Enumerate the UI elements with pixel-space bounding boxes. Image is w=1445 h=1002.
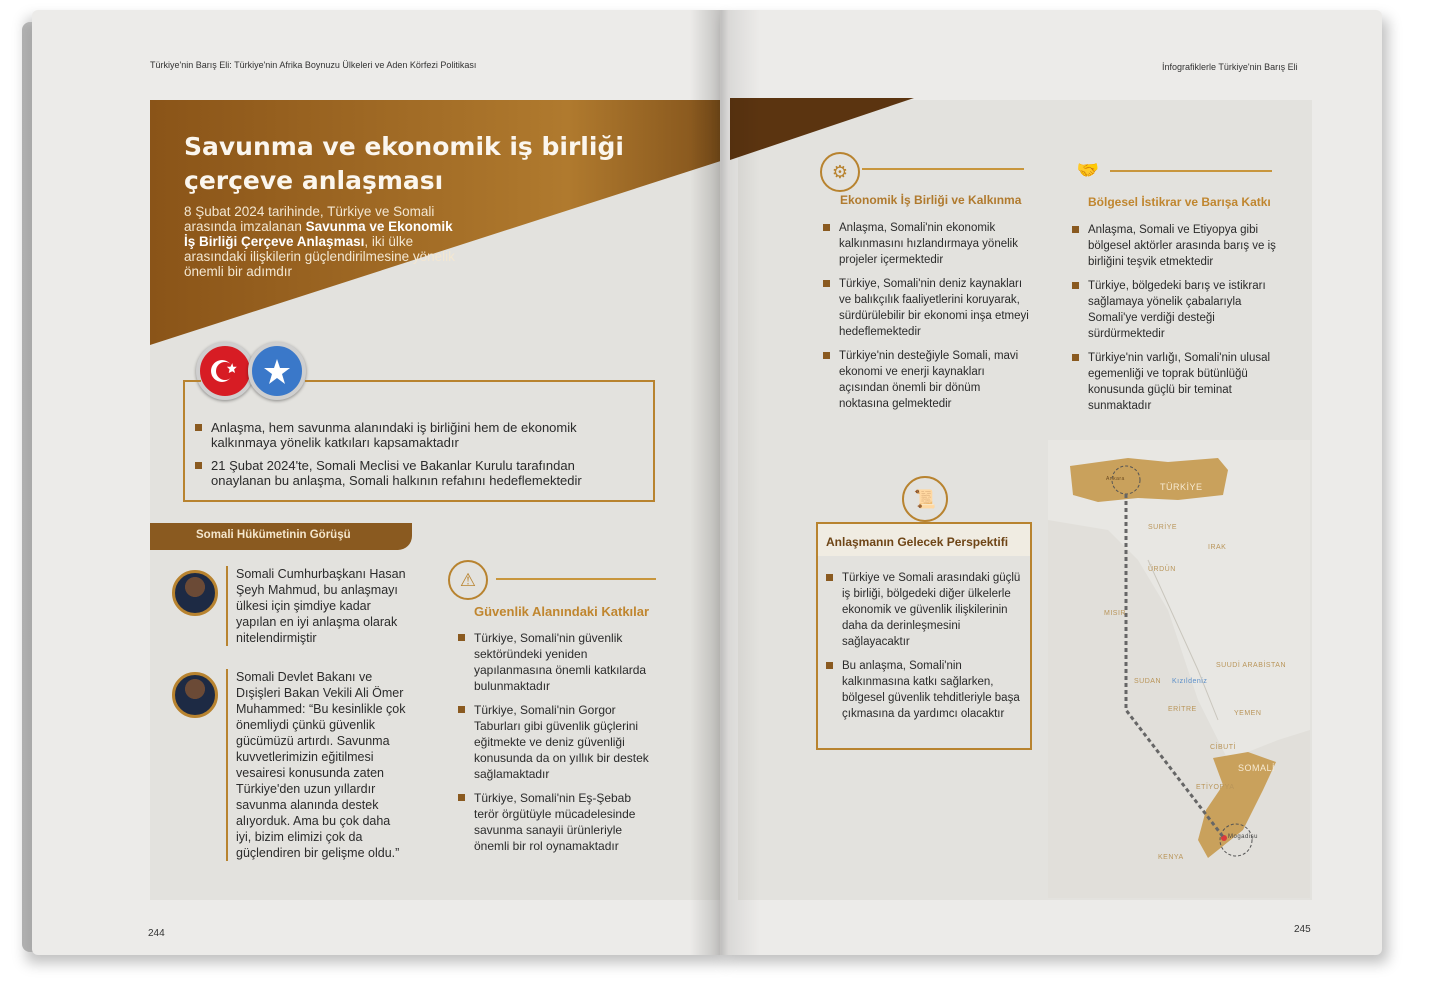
map-region-label: ÜRDÜN	[1148, 566, 1176, 573]
title-line-1: Savunma ve ekonomik iş birliği	[184, 132, 624, 161]
econ-bullet: Türkiye'nin desteğiyle Somali, mavi ekonomi ve enerji kaynakları açısından önemli bir dönüm noktasına gelmektedir	[823, 348, 1033, 412]
security-bullet: Türkiye, Somali'nin Eş-Şebab terör örgütüyle mücadelesinde savunma sanayii ürünleriyle önemli bir rol oynamaktadır	[458, 790, 658, 854]
econ-bullet: Anlaşma, Somali'nin ekonomik kalkınmasını hızlandırmaya yönelik projeler içermektedir	[823, 220, 1033, 268]
summary-box	[183, 380, 655, 502]
right-page-number: 245	[1294, 924, 1311, 935]
title-line-2: çerçeve anlaşması	[184, 166, 444, 195]
page-title	[184, 130, 644, 198]
intro-bold: Savunma ve Ekonomik İş Birliği Çerçeve Anlaşması	[184, 219, 453, 249]
map-region-label: ERİTRE	[1168, 706, 1197, 713]
gov-view-title: Somali Hükümetinin Görüşü	[196, 529, 351, 541]
map-label-mogadishu: Mogadişu	[1228, 834, 1259, 840]
future-bullet: Bu anlaşma, Somali'nin kalkınmasına katkı sağlarken, bölgesel güvenlik tehditleriyle başa çıkmasına da yardımcı olacaktır	[826, 658, 1022, 722]
security-title: Güvenlik Alanındaki Katkılar	[474, 604, 650, 619]
map-region-label: SUUDİ ARABİSTAN	[1216, 662, 1286, 669]
map-region-label: SUDAN	[1134, 678, 1162, 685]
map-region-label: IRAK	[1208, 544, 1227, 551]
divider-line	[862, 168, 1024, 170]
map-label-ankara: Ankara	[1106, 476, 1125, 482]
map-label-somali: SOMALİ	[1238, 763, 1276, 773]
map-region-label: MISIR	[1104, 610, 1126, 617]
handshake-icon: 🤝	[1076, 159, 1100, 180]
divider-line	[1110, 170, 1272, 172]
peace-title: Bölgesel İstikrar ve Barışa Katkı	[1088, 195, 1271, 209]
divider-line	[496, 578, 656, 580]
document-icon: 📜	[902, 476, 948, 522]
left-page-number: 244	[148, 928, 165, 939]
security-list	[458, 630, 658, 862]
future-bullet: Türkiye ve Somali arasındaki güçlü iş birliği, bölgedeki diğer ülkelerle ekonomik ve güvenlik ilişkilerinin daha da derinleşmesini sağlayacaktır	[826, 570, 1022, 650]
peace-bullet: Türkiye'nin varlığı, Somali'nin ulusal egemenliği ve toprak bütünlüğü konusunda güçlü bir teminat sunmaktadır	[1072, 350, 1284, 414]
summary-bullet: Anlaşma, hem savunma alanındaki iş birliğini hem de ekonomik kalkınmaya yönelik katkıları kapsamaktadır	[195, 420, 615, 450]
security-bullet: Türkiye, Somali'nin Gorgor Taburları gibi güvenlik güçlerini eğitmekte ve deniz güvenliği konusunda da on yıllık bir destek sağlamaktadır	[458, 702, 658, 782]
peace-bullet: Türkiye, bölgedeki barış ve istikrarı sağlamaya yönelik çabalarıyla Somali'ye verdiği desteği sürdürmektedir	[1072, 278, 1284, 342]
econ-list	[823, 220, 1033, 420]
avatar	[172, 570, 218, 616]
security-bullet: Türkiye, Somali'nin güvenlik sektöründeki yeniden yapılanmasına önemli katkılarda bulunmaktadır	[458, 630, 658, 694]
quote-president: Somali Cumhurbaşkanı Hasan Şeyh Mahmud, bu anlaşmayı ülkesi için şimdiye kadar yapılan en iyi anlaşma olarak nitelendirmiştir	[226, 566, 406, 646]
security-icon: ⚠	[448, 560, 488, 600]
turkiye-shape	[1070, 458, 1228, 502]
summary-bullet: 21 Şubat 2024'te, Somali Meclisi ve Bakanlar Kurulu tarafından onaylanan bu anlaşma, Somali halkının refahını hedeflemektedir	[195, 458, 615, 488]
peace-bullet: Anlaşma, Somali ve Etiyopya gibi bölgesel aktörler arasında barış ve iş birliğini teşvik etmektedir	[1072, 222, 1284, 270]
peace-list	[1072, 222, 1284, 422]
left-running-header: Türkiye'nin Barış Eli: Türkiye'nin Afrika Boynuzu Ülkeleri ve Aden Körfezi Politikası	[150, 60, 477, 70]
map-region-label: SURİYE	[1148, 524, 1178, 531]
quote-minister: Somali Devlet Bakanı ve Dışişleri Bakan Vekili Ali Ömer Muhammed: “Bu kesinlikle çok önemliydi çünkü güvenlik gücümüzü artırdı. Savunma kuvvetlerimizin eğitilmesi vesairesi konusunda zaten Türkiye'den uzun yıllardır savunma alanında destek alıyorduk. Ama bu çok daha iyi, bizim elimizi çok da güçlendiren bir gelişme oldu.”	[226, 669, 408, 861]
future-list	[826, 570, 1022, 730]
intro-part-2: , iki ülke arasındaki ilişkilerin güçlendirilmesine yönelik önemli bir adımdır	[184, 234, 455, 279]
region-map	[1048, 440, 1310, 898]
econ-title: Ekonomik İş Birliği ve Kalkınma	[840, 193, 1022, 207]
map-sea-label: Kızıldeniz	[1172, 678, 1208, 685]
map-region-label: KENYA	[1158, 854, 1184, 861]
right-running-header: İnfografiklerle Türkiye'nin Barış Eli	[1162, 62, 1298, 72]
avatar	[172, 672, 218, 718]
intro-part-1: 8 Şubat 2024 tarihinde, Türkiye ve Somali arasında imzalanan	[184, 204, 435, 234]
map-region-label: YEMEN	[1234, 710, 1262, 717]
map-label-turkiye: TÜRKİYE	[1160, 482, 1203, 492]
map-region-label: ETİYOPYA	[1196, 784, 1235, 791]
intro-text	[184, 204, 464, 279]
growth-icon: ⚙	[820, 152, 860, 192]
map-region-label: CİBUTİ	[1210, 744, 1236, 751]
econ-bullet: Türkiye, Somali'nin deniz kaynakları ve balıkçılık faaliyetlerini koruyarak, sürdürülebilir bir ekonomi inşa etmeyi hedeflemektedir	[823, 276, 1033, 340]
future-title: Anlaşmanın Gelecek Perspektifi	[826, 535, 1009, 549]
